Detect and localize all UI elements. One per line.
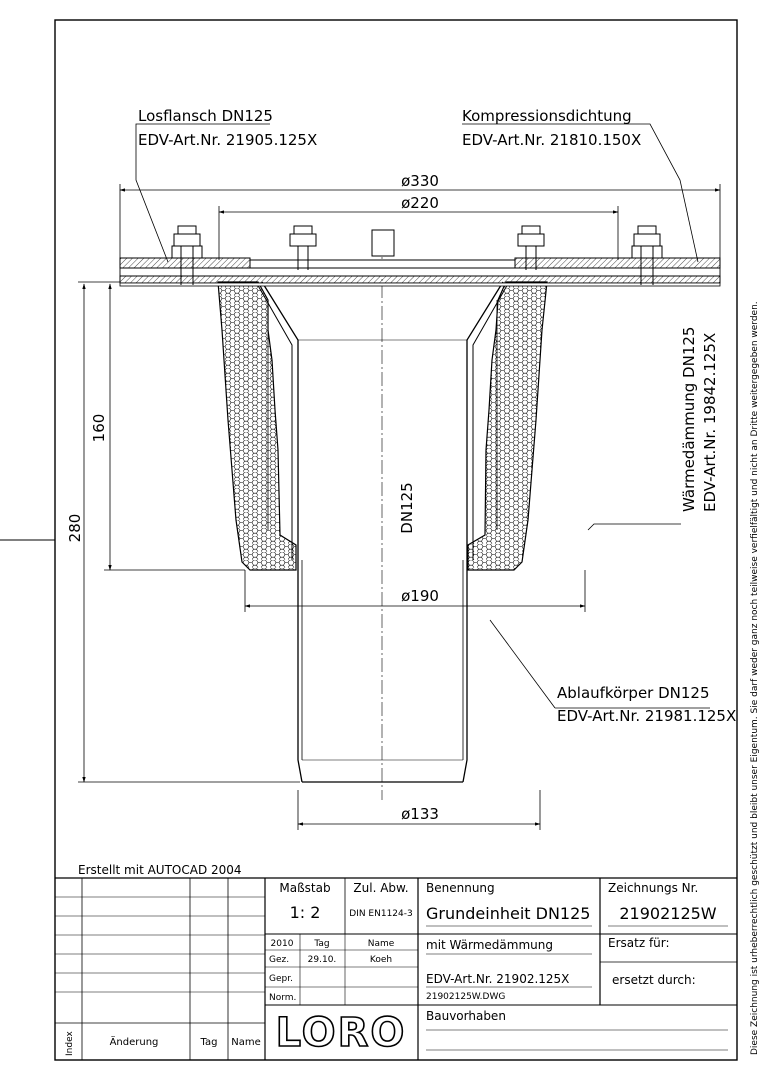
- dim-h280: 280: [66, 513, 84, 543]
- project-label: Bauvorhaben: [426, 1009, 506, 1023]
- gepr-label: Gepr.: [269, 974, 293, 984]
- dim-d190: ø190: [401, 587, 439, 605]
- dwg-file: 21902125W.DWG: [426, 992, 506, 1002]
- name-value: Grundeinheit DN125: [426, 904, 591, 923]
- norm-label: Norm.: [269, 993, 297, 1003]
- loro-logo: LORO: [275, 1010, 407, 1056]
- gez-label: Gez.: [269, 955, 290, 965]
- flange-assembly: [120, 226, 720, 286]
- dim-dn125: DN125: [398, 482, 416, 534]
- article-number: EDV-Art.Nr. 21902.125X: [426, 972, 570, 986]
- revision-name-label: Name: [231, 1037, 261, 1048]
- created-with: Erstellt mit AUTOCAD 2004: [78, 863, 242, 877]
- dim-h160: 160: [90, 413, 108, 443]
- change-label: Änderung: [109, 1037, 159, 1048]
- callout-body-article: EDV-Art.Nr. 21981.125X: [557, 707, 737, 725]
- name-header: Name: [367, 939, 395, 949]
- name-label: Benennung: [426, 881, 495, 895]
- drain-body: [256, 240, 509, 800]
- replaced-by: ersetzt durch:: [612, 973, 696, 987]
- subtitle: mit Wärmedämmung: [426, 938, 553, 952]
- index-label: Index: [65, 1031, 75, 1056]
- year: 2010: [270, 939, 294, 949]
- gez-date: 29.10.: [307, 955, 337, 965]
- scale-label: Maßstab: [279, 881, 331, 895]
- callout-seal-name: Kompressionsdichtung: [462, 107, 632, 125]
- callout-body-name: Ablaufkörper DN125: [557, 684, 710, 702]
- scale-value: 1: 2: [289, 903, 321, 922]
- dim-d133: ø133: [401, 805, 439, 823]
- callout-seal-article: EDV-Art.Nr. 21810.150X: [462, 131, 642, 149]
- tolerance-value: DIN EN1124-3: [349, 909, 413, 919]
- tag-header: Tag: [314, 939, 330, 949]
- tolerance-label: Zul. Abw.: [353, 881, 409, 895]
- gez-name: Koeh: [369, 955, 393, 965]
- replacement-for: Ersatz für:: [608, 936, 670, 950]
- copyright-note: Diese Zeichnung ist urheberrechtlich geschützt und bleibt unser Eigentum. Sie darf weder ganz noch teilweise verfielfältigt und nicht an Dritte weitergegeben werden.: [750, 301, 760, 1055]
- dim-d330: ø330: [401, 172, 439, 190]
- drawing-number-value: 21902125W: [619, 904, 717, 923]
- revision-tag-label: Tag: [200, 1037, 218, 1048]
- callout-flange-name: Losflansch DN125: [138, 107, 273, 125]
- callout-insulation-name: Wärmedämmung DN125: [680, 326, 698, 512]
- drawing-number-label: Zeichnungs Nr.: [608, 881, 699, 895]
- callout-flange-article: EDV-Art.Nr. 21905.125X: [138, 131, 318, 149]
- callout-insulation-article: EDV-Art.Nr. 19842.125X: [701, 332, 719, 512]
- insulation-shell: [218, 282, 547, 570]
- dim-d220: ø220: [401, 194, 439, 212]
